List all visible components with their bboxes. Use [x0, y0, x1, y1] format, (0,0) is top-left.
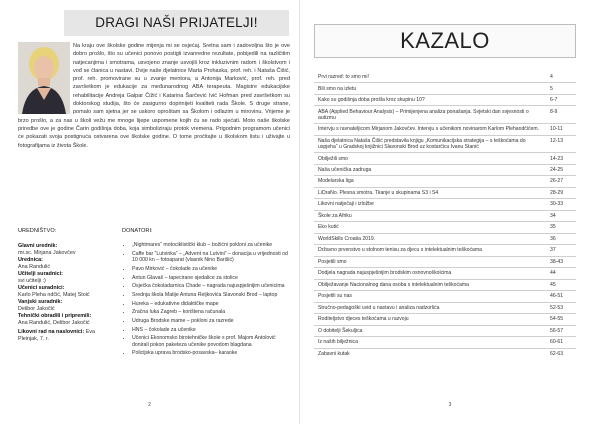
editor-entry: Tehnički obradili i pripremili: Ana Randulić, Delibor Jakočić — [18, 313, 92, 326]
editorial-board — [18, 228, 112, 343]
toc-entry[interactable]: Intervju s ravnateljicom Mirjanom Jakovčev. Intervju s učenikom novinarom Karlom Plehandčićem. 10-11 — [314, 123, 576, 134]
donors-list — [122, 228, 292, 359]
donor-item: • „Nightmares“ motociklistički klub – božićni pokloni za učenike — [132, 242, 292, 248]
toc-title: KAZALO — [314, 24, 576, 58]
editor-entry: Učitelji suradnici: svi učitelji :) — [18, 271, 63, 284]
toc-entry[interactable]: Posjetili smo 38-43 — [314, 256, 576, 267]
editor-entry: Vanjski suradnik: Delibor Jakočić — [18, 299, 63, 312]
donor-item: • Pavo Mirković – čokolade za učenike — [132, 266, 292, 272]
editor-entry: Učenici suradnici: Karlo Pleha ndčić, Matej Stoić — [18, 285, 90, 298]
toc-entry[interactable]: Obilježavanje Nacionalnog dana osoba s intelektualnim teškoćama 45 — [314, 279, 576, 290]
toc-entry[interactable]: LiDraNo. Plesna smotra. Tkanje u skupinama S3 i S4 28-29 — [314, 187, 576, 198]
donor-item: • Policijska uprava brodsko-posavska– karaoke — [132, 350, 292, 356]
toc-entry[interactable]: O dobitelji Šekuljica 56-57 — [314, 325, 576, 336]
toc-entry[interactable]: Prvi razred: to smo mi! 4 — [318, 74, 553, 81]
toc-entry[interactable]: Dodjela nagrada najuspješnijim brodskim osnovnoškolcima 44 — [314, 267, 576, 278]
toc-entry[interactable]: Državno prvenstvo u stolnom tenisu za djecu s intelektualnim teškoćama 37 — [314, 244, 576, 255]
editorial-heading: UREDNIŠTVO: — [18, 228, 57, 234]
table-of-contents — [314, 72, 576, 359]
editor-entry: Urednica: Ana Randulić — [18, 257, 51, 270]
toc-entry[interactable]: Naša djelatnica Nataša Čišić predstavila knjigu „Komunikacijska strategija – s teškoćama do uspjeha“ u Gradskoj knjižnici Slavonski Brod uz kostarčicu Ivanu Stanić 12-13 — [314, 135, 576, 153]
toc-entry[interactable]: Kako su godišnja doba prošla kroz skupinu 10? 6-7 — [314, 94, 576, 105]
toc-entry[interactable]: Obilježili smo 14-23 — [314, 152, 576, 163]
donor-item: • HNS – čokolade za učenike — [132, 327, 292, 333]
donor-item: • Caffe bar “Lutvinka” – „Advent na Lutvini” – donacija u vrijednosti od 10 000 kn – fotoaparat (vlasnik Nino Barišić) — [132, 251, 292, 264]
toc-entry[interactable]: WorldSkills Croatia 2019. 36 — [314, 233, 576, 244]
donor-item: • Hureka – edukativne didaktičke mape — [132, 301, 292, 307]
page-banner-title: DRAGI NAŠI PRIJATELJI! — [64, 10, 289, 36]
intro-letter-text: Na kraju ove školske godine mijenja mi se osjećaj. Sretna sam i zadovoljna što je ove dobro prošlo, što su učenici ponovo postigli izvanredne rezultate, pobijedili na različitim natjecanjima i smotrama, usvojeno znanje usvojili kroz inkluzivnim radom i školstvom i vođ se članica u nastavi. Dvije naše djelatnice Marta Prohaska, prof. reh. i Nataša Čišić, prof. reh. promovirane su u zvanje mentora, a Antonija Marković, prof. reh. pred završetkom je edukacije za međunarodnog ABA terapeuta. Magistre edukacijske rehabilitacije Andreja Galpar Čižić i Katarina Šarčević Ivić Hofman pred završetkom su doktorskog studija, što će zasigurno doprinijeti kvaliteti rada Škole. S druge strane, pomalo sam sjetna jer se uskoro oproštam sa Školom i odlazim u mirovinu. Vrijeme je brzo prošlo, a za nas u školi vežu me mnoge lijepe uspomene kojih ću se rado sjećati. Moto naše školske priredbe ove je godine Čarin godišnja doba, koja simboliziraju protok vremena. Prigodnim programom učenici će pokazati svoja postignuća ostvarena ove školske godine. O tome pročitajte u školskom listu i uživajte u fotografijama iz života Škole. — [18, 43, 290, 149]
toc-entry[interactable]: Eko kutić 35 — [314, 221, 576, 232]
donor-item: • Udruga Brodske mame – pokloni za razrede — [132, 318, 292, 324]
intro-letter — [18, 42, 290, 150]
donor-item: • Učenici Ekonomsko birotehničke škole s prof. Majom Antolović donirali pokon paketeza učenike povodom blagdana — [132, 335, 292, 348]
page-number-left: 2 — [148, 402, 151, 408]
page-number-right: 3 — [448, 402, 452, 408]
toc-entry[interactable]: Iz naših bilježnica 60-61 — [314, 336, 576, 347]
donor-item: • Zračna luka Zagreb – korištena računala — [132, 309, 292, 315]
toc-entry[interactable]: Stručno-pedagoški uvid u nastavu i analiza nadzorlića 52-53 — [314, 302, 576, 313]
toc-entry[interactable]: Roditeljstvo djeces teškoćama u razvoju 54-55 — [314, 313, 576, 324]
toc-entry[interactable]: Bili smo na izletu 5 — [314, 82, 576, 93]
donor-item: • Osječka čokoladarnica Chade – nagrada najuspješnijim učenicima — [132, 283, 292, 289]
donor-item: • Antun Glavaš – tapecirane sjedalice za stolice — [132, 275, 292, 281]
toc-entry[interactable]: Zabavni kutak 62-63 — [314, 348, 576, 359]
toc-entry[interactable]: Posjetili su nas 46-51 — [314, 290, 576, 301]
toc-entry[interactable]: Likovni natječaji i izložbe 30-33 — [314, 198, 576, 209]
toc-entry[interactable]: Modelarska liga 26-27 — [314, 175, 576, 186]
donors-heading: DONATORI: — [122, 228, 153, 234]
toc-entry[interactable]: Škole za Afriku 34 — [314, 210, 576, 221]
toc-entry[interactable]: ABA (Applied Behaviour Analysis) – Primijenjena analiza ponašanja. Svjetski dan svjesnosti o autizmu 8-9 — [314, 105, 576, 123]
editor-entry: Likovni rad na naslovnici: Eva Pleinjak, 7. r. — [18, 329, 95, 342]
donor-item: • Srednja škola Matije Antuna Reljkovića Slavonski Brod – laptop — [132, 292, 292, 298]
toc-entry[interactable]: Naša učenička zadruga 24-25 — [314, 164, 576, 175]
editor-entry: Glavni urednik: mr.sc. Mirjana Jakovčev — [18, 243, 76, 256]
